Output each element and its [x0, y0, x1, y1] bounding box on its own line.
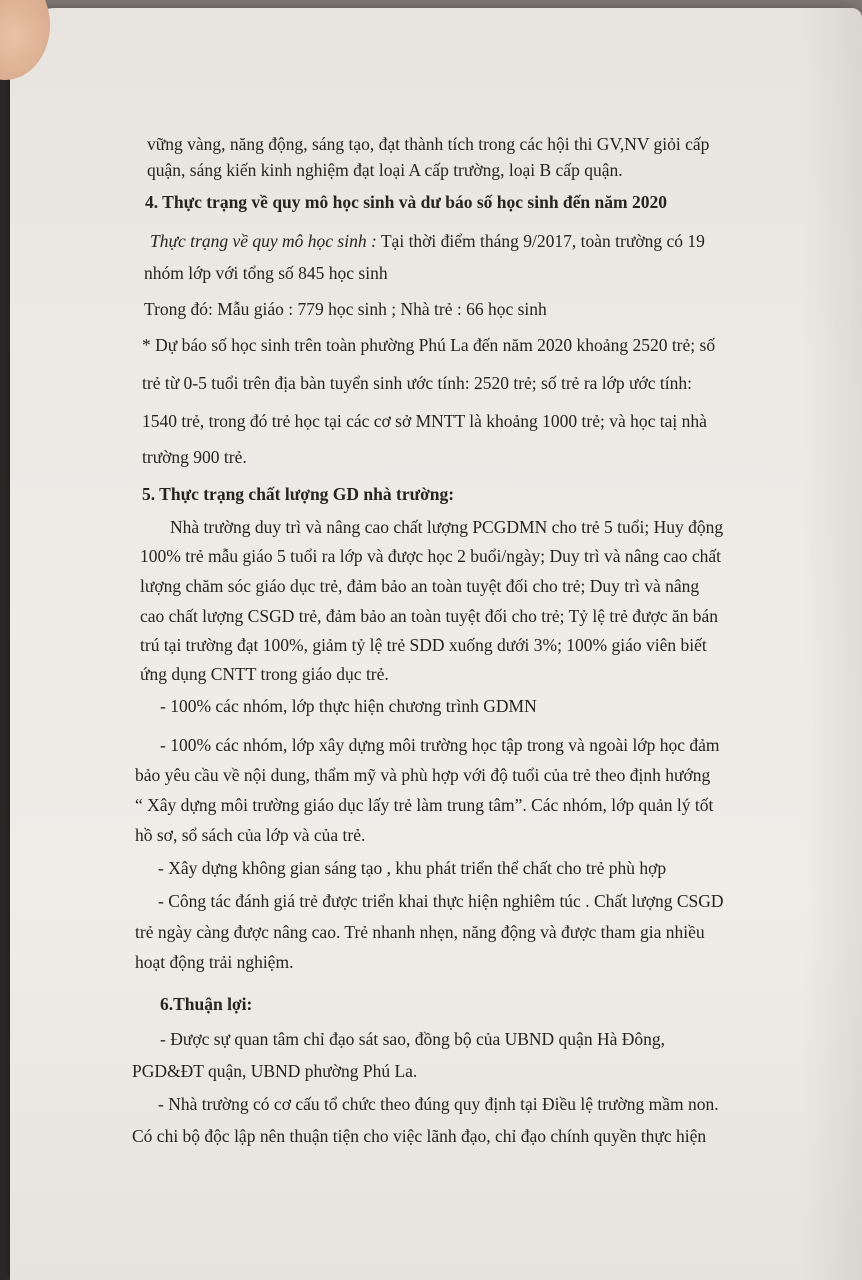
text-line: nhóm lớp với tổng số 845 học sinh	[144, 263, 388, 283]
text-line: hoạt động trải nghiệm.	[135, 952, 294, 972]
text-span: Tại thời điểm tháng 9/2017, toàn trường có 19	[376, 231, 705, 251]
text-line: quận, sáng kiến kinh nghiệm đạt loại A cấp trường, loại B cấp quận.	[147, 160, 623, 180]
text-line: - Xây dựng không gian sáng tạo , khu phát triển thể chất cho trẻ phù hợp	[158, 858, 667, 878]
text-line: - 100% các nhóm, lớp thực hiện chương trình GDMN	[160, 696, 537, 716]
text-line: - Được sự quan tâm chỉ đạo sát sao, đồng bộ của UBND quận Hà Đông,	[160, 1029, 665, 1049]
text-line: trường 900 trẻ.	[142, 447, 247, 467]
text-line: trẻ từ 0-5 tuổi trên địa bàn tuyển sinh ước tính: 2520 trẻ; số trẻ ra lớp ước tính:	[142, 373, 692, 393]
text-line: 1540 trẻ, trong đó trẻ học tại các cơ sở MNTT là khoảng 1000 trẻ; và học taị nhà	[142, 411, 707, 431]
text-line	[150, 230, 705, 252]
text-line: ứng dụng CNTT trong giáo dục trẻ.	[140, 664, 389, 684]
page-shadow	[802, 8, 862, 1280]
text-line: - Công tác đánh giá trẻ được triển khai thực hiện nghiêm túc . Chất lượng CSGD	[158, 891, 724, 911]
text-line: * Dự báo số học sinh trên toàn phường Phú La đến năm 2020 khoảng 2520 trẻ; số	[142, 335, 716, 355]
section-heading: 4. Thực trạng về quy mô học sinh và dư báo số học sinh đến năm 2020	[145, 192, 667, 212]
italic-lead: Thực trạng về quy mô học sinh :	[150, 231, 377, 251]
text-line: 100% trẻ mẫu giáo 5 tuổi ra lớp và được học 2 buổi/ngày; Duy trì và nâng cao chất	[140, 546, 722, 566]
text-line: lượng chăm sóc giáo dục trẻ, đảm bảo an toàn tuyệt đối cho trẻ; Duy trì và nâng	[140, 576, 700, 596]
text-line: “ Xây dựng môi trường giáo dục lấy trẻ làm trung tâm”. Các nhóm, lớp quản lý tốt	[135, 795, 714, 815]
text-line: Trong đó: Mẫu giáo : 779 học sinh ; Nhà trẻ : 66 học sinh	[144, 299, 547, 319]
text-line: vững vàng, năng động, sáng tạo, đạt thành tích trong các hội thi GV,NV giỏi cấp	[147, 134, 710, 154]
text-line: - 100% các nhóm, lớp xây dựng môi trường học tập trong và ngoài lớp học đảm	[160, 735, 720, 755]
text-line: trẻ ngày càng được nâng cao. Trẻ nhanh nhẹn, năng động và được tham gia nhiều	[135, 922, 705, 942]
text-line: bảo yêu cầu về nội dung, thẩm mỹ và phù hợp với độ tuổi của trẻ theo định hướng	[135, 765, 711, 785]
text-line: PGD&ĐT quận, UBND phường Phú La.	[132, 1061, 418, 1081]
text-line: trú tại trường đạt 100%, giảm tỷ lệ trẻ SDD xuống dưới 3%; 100% giáo viên biết	[140, 635, 707, 655]
text-line: - Nhà trường có cơ cấu tổ chức theo đúng quy định tại Điều lệ trường mầm non.	[158, 1094, 719, 1114]
text-line: hồ sơ, sổ sách của lớp và của trẻ.	[135, 825, 366, 845]
text-line: cao chất lượng CSGD trẻ, đảm bảo an toàn tuyệt đối cho trẻ; Tỷ lệ trẻ được ăn bán	[140, 606, 719, 626]
text-line: Có chi bộ độc lập nên thuận tiện cho việc lãnh đạo, chỉ đạo chính quyền thực hiện	[132, 1126, 707, 1146]
document-page	[10, 8, 862, 1280]
section-heading: 6.Thuận lợi:	[160, 994, 253, 1014]
section-heading: 5. Thực trạng chất lượng GD nhà trường:	[142, 484, 455, 504]
text-line: Nhà trường duy trì và nâng cao chất lượng PCGDMN cho trẻ 5 tuổi; Huy động	[170, 517, 724, 537]
